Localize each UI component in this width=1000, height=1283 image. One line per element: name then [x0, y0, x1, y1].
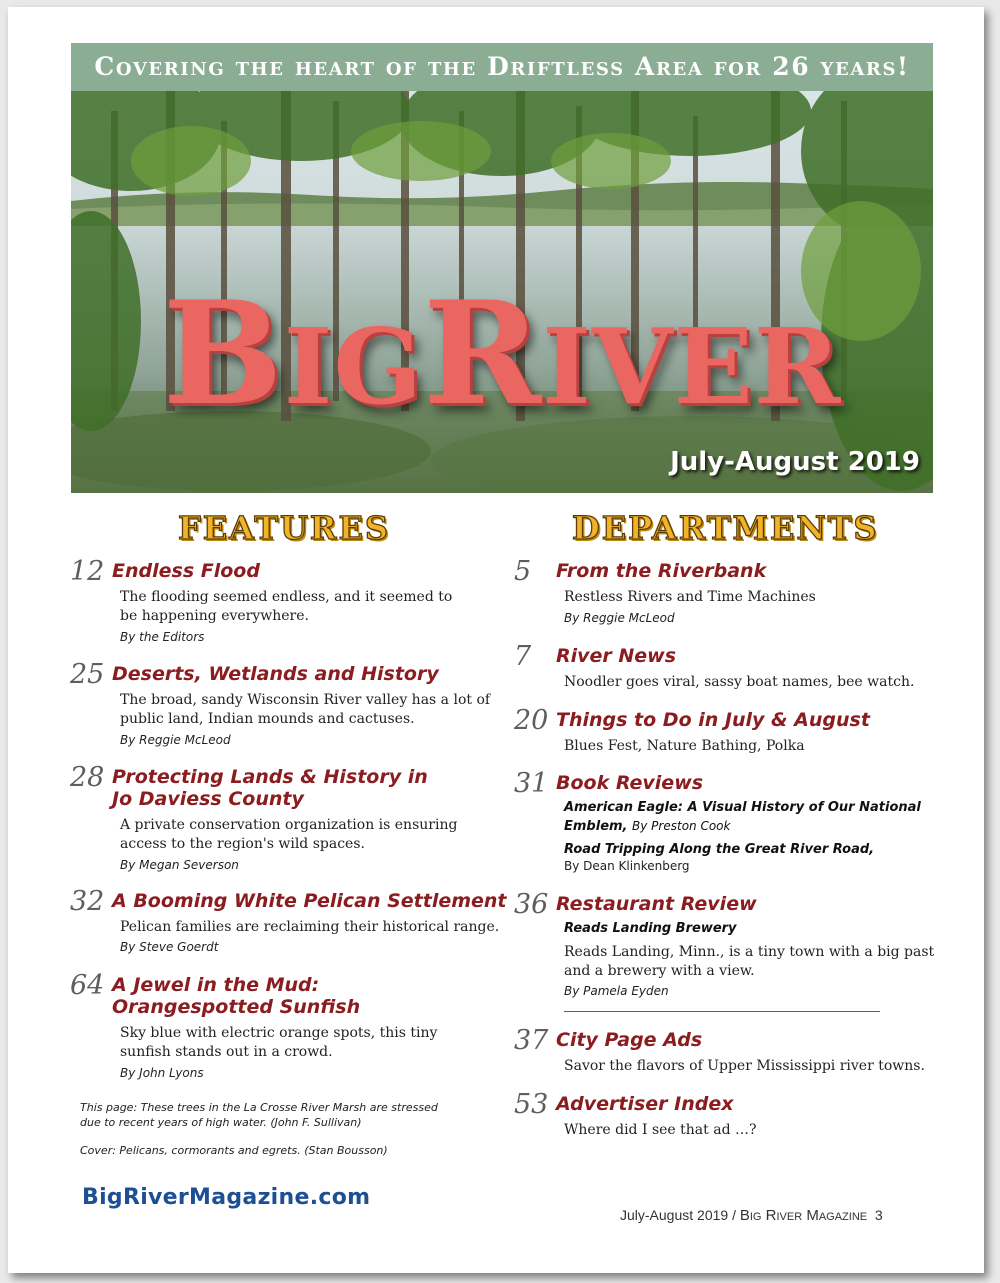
restaurant-name: Reads Landing Brewery [564, 921, 737, 936]
department-description: Blues Fest, Nature Bathing, Polka [564, 738, 805, 754]
book-title: Road Tripping Along the Great River Road, [564, 842, 875, 857]
feature-title[interactable]: Endless Flood [112, 560, 260, 582]
departments-heading: DEPARTMENTS [572, 509, 879, 547]
book-review-2 [564, 841, 934, 859]
photo-caption-this-page: This page: These trees in the La Crosse River Marsh are stressed due to recent years of high water. (John F. Sullivan) [80, 1101, 438, 1129]
byline: By the Editors [120, 630, 205, 644]
feature-title[interactable] [112, 766, 428, 810]
department-title[interactable]: Things to Do in July & August [556, 709, 870, 731]
byline: By Reggie McLeod [564, 611, 675, 625]
page-number: 53 [514, 1089, 549, 1120]
department-title[interactable]: City Page Ads [556, 1029, 703, 1051]
website-link[interactable]: BigRiverMagazine.com [82, 1185, 371, 1210]
page-number: 7 [514, 641, 532, 672]
feature-title[interactable]: Deserts, Wetlands and History [112, 663, 439, 685]
folio-date: July-August 2019 / [620, 1207, 740, 1223]
page-folio [620, 1207, 883, 1224]
masthead-initial-2: R [423, 271, 543, 437]
section-divider [564, 1011, 880, 1012]
department-title[interactable]: Book Reviews [556, 772, 704, 794]
folio-page-number: 3 [874, 1207, 883, 1223]
masthead-rest-2: IVER [542, 305, 842, 428]
department-description: Reads Landing, Minn., is a tiny town with a big past and a brewery with a view. [564, 944, 935, 979]
feature-description: The flooding seemed endless, and it seemed to be happening everywhere. [120, 589, 453, 624]
department-title[interactable]: Restaurant Review [556, 893, 757, 915]
folio-magazine: Big River Magazine [739, 1207, 868, 1224]
book-author: By Preston Cook [632, 819, 731, 833]
page-number: 64 [70, 970, 105, 1001]
page-number: 25 [70, 659, 105, 690]
byline: By Pamela Eyden [564, 984, 669, 998]
department-description: Savor the flavors of Upper Mississippi river towns. [564, 1058, 925, 1074]
department-title[interactable]: From the Riverbank [556, 560, 767, 582]
masthead-initial-1: B [162, 271, 284, 437]
book-review-1 [564, 799, 934, 836]
book-author: By Dean Klinkenberg [564, 859, 690, 873]
department-title[interactable]: River News [556, 645, 677, 667]
book-title: American Eagle: A Visual History of Our National Emblem, [564, 800, 921, 834]
feature-title-line-2: Jo Daviess County [112, 788, 304, 810]
page-number: 37 [514, 1025, 549, 1056]
department-description: Restless Rivers and Time Machines [564, 589, 816, 605]
masthead-rest-1: IG [283, 305, 424, 428]
page-number: 20 [514, 705, 549, 736]
feature-title[interactable] [112, 974, 360, 1018]
byline: By John Lyons [120, 1066, 204, 1080]
photo-caption-cover: Cover: Pelicans, cormorants and egrets. (Stan Bousson) [80, 1144, 388, 1157]
feature-description: A private conservation organization is ensuring access to the region's wild spaces. [120, 817, 458, 852]
page-number: 5 [514, 556, 532, 587]
issue-date: July-August 2019 [670, 447, 920, 477]
page-number: 31 [514, 768, 549, 799]
department-title[interactable]: Advertiser Index [556, 1093, 734, 1115]
feature-description: Sky blue with electric orange spots, this tiny sunfish stands out in a crowd. [120, 1025, 438, 1060]
byline: By Reggie McLeod [120, 733, 231, 747]
department-description: Noodler goes viral, sassy boat names, bee watch. [564, 674, 915, 690]
magazine-page [8, 7, 984, 1273]
page-number: 12 [70, 556, 105, 587]
feature-description: Pelican families are reclaiming their historical range. [120, 919, 500, 935]
feature-title-line-2: Orangespotted Sunfish [112, 996, 361, 1018]
feature-title[interactable]: A Booming White Pelican Settlement [112, 890, 507, 912]
features-heading: FEATURES [178, 509, 390, 547]
feature-description: The broad, sandy Wisconsin River valley has a lot of public land, Indian mounds and cactuses. [120, 692, 491, 727]
department-description: Where did I see that ad …? [564, 1122, 757, 1138]
page-number: 28 [70, 762, 105, 793]
feature-title-line-1: Protecting Lands & History in [112, 766, 428, 788]
page-number: 32 [70, 886, 105, 917]
tagline-banner: Covering the heart of the Driftless Area for 26 years! [71, 43, 933, 91]
feature-title-line-1: A Jewel in the Mud: [112, 974, 320, 996]
page-number: 36 [514, 889, 549, 920]
byline: By Megan Severson [120, 858, 239, 872]
masthead-title [71, 271, 933, 442]
byline: By Steve Goerdt [120, 940, 219, 954]
